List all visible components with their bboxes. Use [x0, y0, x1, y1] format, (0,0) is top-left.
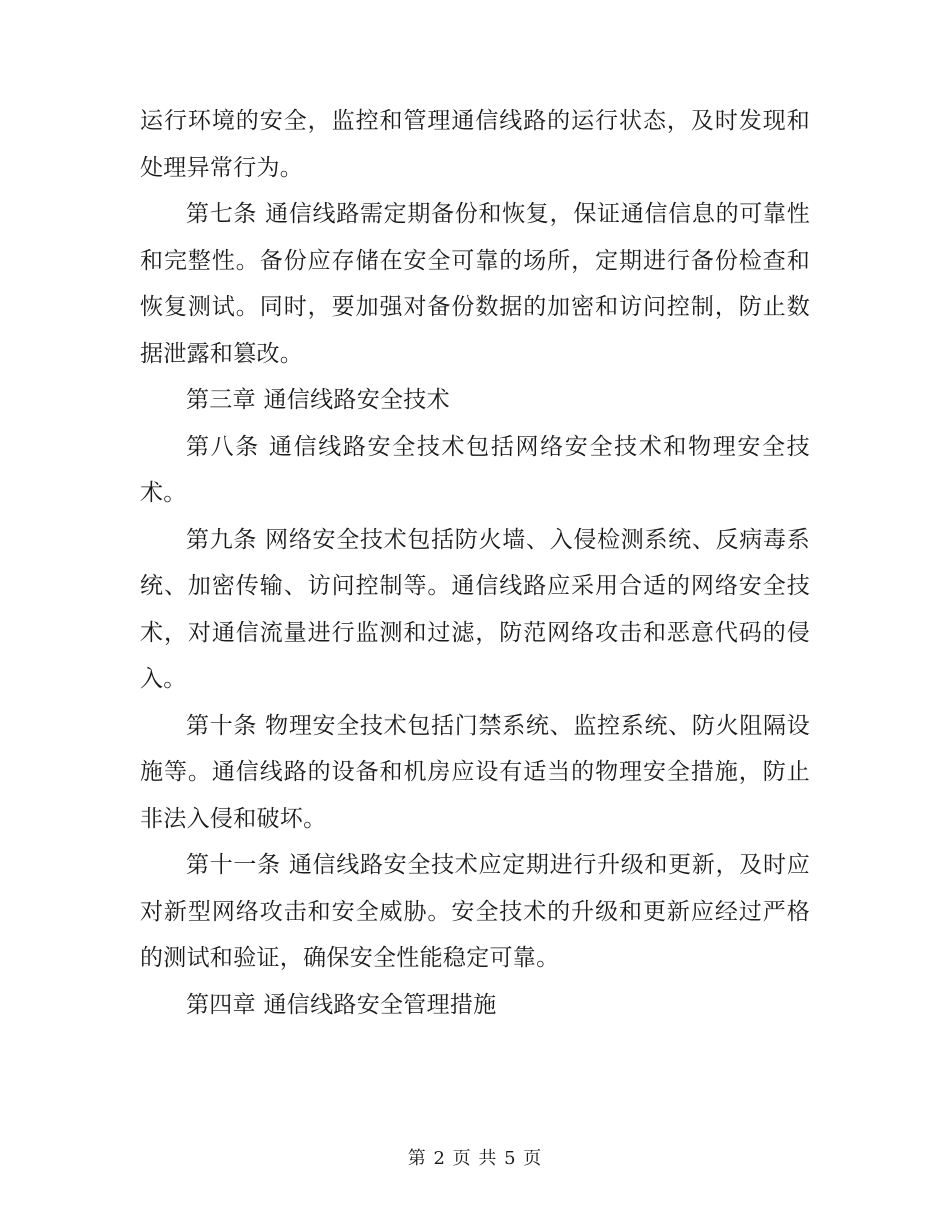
paragraph-article-8: 第八条 通信线路安全技术包括网络安全技术和物理安全技术。 — [140, 433, 810, 506]
paragraph-article-9: 第九条 网络安全技术包括防火墙、入侵检测系统、反病毒系统、加密传输、访问控制等。通信线路应采用合适的网络安全技术，对通信流量进行监测和过滤，防范网络攻击和恶意代码的侵入。 — [140, 526, 810, 692]
paragraph-article-7: 第七条 通信线路需定期备份和恢复，保证通信信息的可靠性和完整性。备份应存储在安全可靠的场所，定期进行备份检查和恢复测试。同时，要加强对备份数据的加密和访问控制，防止数据泄露和篡改。 — [140, 201, 810, 367]
chapter-4-heading: 第四章 通信线路安全管理措施 — [186, 991, 497, 1018]
paragraph-article-11: 第十一条 通信线路安全技术应定期进行升级和更新，及时应对新型网络攻击和安全威胁。安全技术的升级和更新应经过严格的测试和验证，确保安全性能稳定可靠。 — [140, 852, 810, 971]
chapter-3-heading: 第三章 通信线路安全技术 — [186, 387, 450, 413]
paragraph-continuation: 运行环境的安全，监控和管理通信线路的运行状态，及时发现和处理异常行为。 — [140, 108, 810, 181]
paragraph-article-10: 第十条 物理安全技术包括门禁系统、监控系统、防火阻隔设施等。通信线路的设备和机房应设有适当的物理安全措施，防止非法入侵和破坏。 — [140, 712, 810, 832]
page-footer: 第 2 页 共 5 页 — [407, 1148, 543, 1169]
document-body — [140, 98, 810, 1028]
